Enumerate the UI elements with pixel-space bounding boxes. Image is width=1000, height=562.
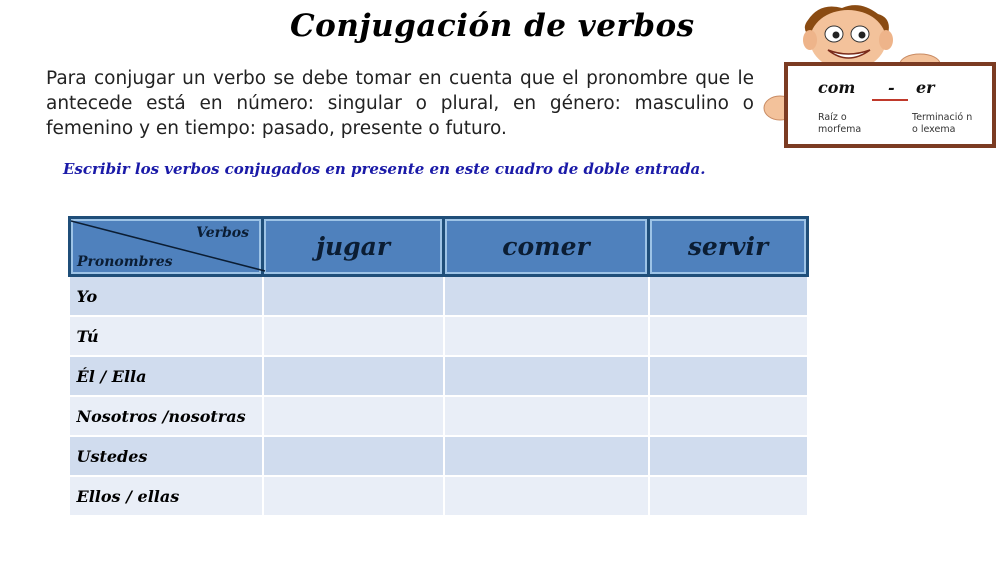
- table-corner-cell: [70, 218, 263, 276]
- table-row: [70, 396, 808, 436]
- corner-pronouns-label: Pronombres: [77, 254, 173, 270]
- answer-cell[interactable]: [649, 476, 808, 515]
- answer-cell[interactable]: [649, 356, 808, 396]
- board-root: com: [818, 78, 856, 97]
- answer-cell[interactable]: [649, 396, 808, 436]
- answer-cell[interactable]: [444, 476, 649, 515]
- answer-cell[interactable]: [444, 316, 649, 356]
- conjugation-table: [68, 216, 809, 515]
- table-row: [70, 436, 808, 476]
- board-dash: -: [888, 78, 895, 97]
- answer-cell[interactable]: [263, 476, 444, 515]
- verb-header-jugar: jugar: [263, 218, 444, 276]
- board-root-caption: Raíz o morfema: [818, 112, 862, 135]
- intro-paragraph: Para conjugar un verbo se debe tomar en cuenta que el pronombre que le antecede está en número: singular o plural, en género: masculino o femenino y en tiempo: pasado, presente o futuro.: [46, 68, 754, 139]
- pronoun-cell: Yo: [70, 276, 263, 317]
- table-header-row: [70, 218, 808, 276]
- verb-header-comer: comer: [444, 218, 649, 276]
- board-ending: er: [916, 78, 935, 97]
- pronoun-cell: Ellos / ellas: [70, 476, 263, 515]
- answer-cell[interactable]: [444, 396, 649, 436]
- answer-cell[interactable]: [263, 316, 444, 356]
- answer-cell[interactable]: [444, 356, 649, 396]
- answer-cell[interactable]: [649, 436, 808, 476]
- table-row: [70, 356, 808, 396]
- pronoun-cell: Nosotros /nosotras: [70, 396, 263, 436]
- table-row: [70, 476, 808, 515]
- answer-cell[interactable]: [444, 436, 649, 476]
- table-row: [70, 276, 808, 317]
- pronoun-cell: Ustedes: [70, 436, 263, 476]
- instruction-text: Escribir los verbos conjugados en presente en este cuadro de doble entrada.: [63, 160, 706, 178]
- verb-header-servir: servir: [649, 218, 808, 276]
- answer-cell[interactable]: [263, 356, 444, 396]
- answer-cell[interactable]: [263, 396, 444, 436]
- word-structure-board: [784, 62, 996, 148]
- pronoun-cell: Tú: [70, 316, 263, 356]
- answer-cell[interactable]: [263, 276, 444, 317]
- answer-cell[interactable]: [649, 316, 808, 356]
- pronoun-cell: Él / Ella: [70, 356, 263, 396]
- board-red-underline: [872, 99, 908, 101]
- table-row: [70, 316, 808, 356]
- board-ending-caption: Terminació n o lexema: [912, 112, 973, 135]
- answer-cell[interactable]: [263, 436, 444, 476]
- answer-cell[interactable]: [444, 276, 649, 317]
- corner-verbs-label: Verbos: [196, 225, 249, 241]
- page-title: Conjugación de verbos: [290, 8, 695, 44]
- answer-cell[interactable]: [649, 276, 808, 317]
